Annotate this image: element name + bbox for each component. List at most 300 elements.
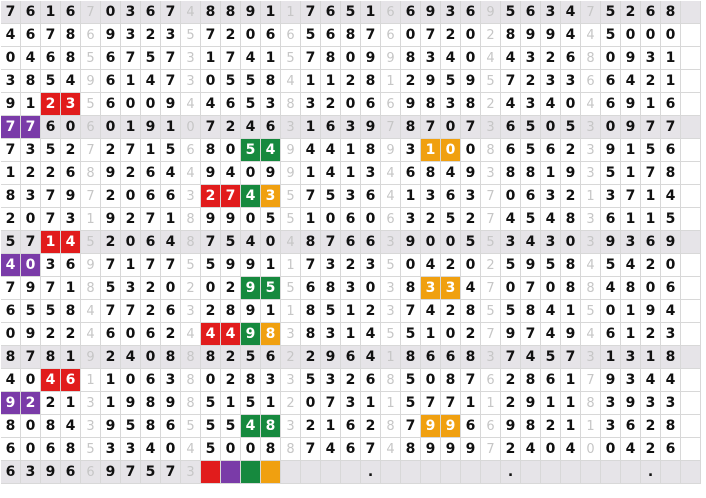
grid-cell[interactable]: 6 [101,70,121,93]
grid-cell[interactable]: 8 [181,369,201,392]
grid-cell[interactable]: 7 [621,185,641,208]
grid-cell[interactable]: 1 [61,277,81,300]
grid-cell[interactable]: 4 [621,438,641,461]
grid-cell[interactable]: 4 [541,323,561,346]
grid-cell[interactable]: 4 [201,93,221,116]
grid-cell[interactable]: 3 [121,438,141,461]
grid-cell[interactable] [681,231,701,254]
grid-cell[interactable]: 7 [21,116,41,139]
grid-cell[interactable]: 8 [161,346,181,369]
grid-cell[interactable]: 1 [81,369,101,392]
grid-cell[interactable]: 0 [341,93,361,116]
grid-cell[interactable]: 1 [261,1,281,24]
grid-cell[interactable]: 7 [361,24,381,47]
grid-cell[interactable]: 1 [641,185,661,208]
grid-cell[interactable]: 0 [461,47,481,70]
grid-cell[interactable]: 3 [281,323,301,346]
grid-cell[interactable]: 1 [141,139,161,162]
grid-cell[interactable]: 2 [481,254,501,277]
grid-cell[interactable]: 6 [321,24,341,47]
grid-cell[interactable]: 3 [101,438,121,461]
grid-cell[interactable]: 5 [221,70,241,93]
grid-cell[interactable]: 5 [181,24,201,47]
grid-cell[interactable]: 1 [541,392,561,415]
grid-cell[interactable] [261,461,281,484]
grid-cell[interactable]: 6 [541,139,561,162]
grid-cell[interactable]: 3 [501,231,521,254]
grid-cell[interactable]: 7 [21,346,41,369]
grid-cell[interactable]: 7 [161,47,181,70]
grid-cell[interactable]: 9 [621,47,641,70]
grid-cell[interactable]: 0 [21,208,41,231]
grid-cell[interactable]: 5 [81,47,101,70]
grid-cell[interactable]: 5 [401,392,421,415]
grid-cell[interactable]: 1 [641,346,661,369]
grid-cell[interactable]: 7 [461,369,481,392]
grid-cell[interactable]: . [361,461,381,484]
grid-cell[interactable]: 3 [521,47,541,70]
grid-cell[interactable]: 6 [21,1,41,24]
grid-cell[interactable]: 9 [401,93,421,116]
grid-cell[interactable]: 9 [561,323,581,346]
grid-cell[interactable]: 9 [241,277,261,300]
grid-cell[interactable]: 9 [1,392,21,415]
grid-cell[interactable]: 1 [281,254,301,277]
grid-cell[interactable]: 4 [381,162,401,185]
grid-cell[interactable]: 8 [321,277,341,300]
grid-cell[interactable]: 9 [481,1,501,24]
grid-cell[interactable]: 3 [481,116,501,139]
grid-cell[interactable]: 2 [541,47,561,70]
grid-cell[interactable]: 3 [261,369,281,392]
grid-cell[interactable]: 6 [321,1,341,24]
grid-cell[interactable]: 6 [61,369,81,392]
grid-cell[interactable] [681,162,701,185]
grid-cell[interactable]: 1 [401,185,421,208]
grid-cell[interactable]: 3 [361,254,381,277]
grid-cell[interactable]: 7 [501,346,521,369]
grid-cell[interactable]: 6 [341,208,361,231]
grid-cell[interactable]: 8 [61,47,81,70]
grid-cell[interactable]: 4 [521,231,541,254]
grid-cell[interactable] [621,461,641,484]
grid-cell[interactable]: 0 [321,208,341,231]
grid-cell[interactable]: 8 [221,300,241,323]
grid-cell[interactable]: 3 [341,116,361,139]
grid-cell[interactable]: 9 [101,24,121,47]
grid-cell[interactable]: 1 [361,392,381,415]
grid-cell[interactable]: 6 [101,47,121,70]
grid-cell[interactable]: 2 [341,70,361,93]
grid-cell[interactable]: 3 [581,139,601,162]
grid-cell[interactable]: 8 [401,47,421,70]
grid-cell[interactable]: 3 [441,1,461,24]
grid-cell[interactable]: 4 [121,346,141,369]
grid-cell[interactable]: 4 [501,47,521,70]
grid-cell[interactable]: 1 [421,323,441,346]
grid-cell[interactable]: 7 [81,185,101,208]
grid-cell[interactable]: 0 [121,323,141,346]
grid-cell[interactable]: 7 [301,254,321,277]
grid-cell[interactable]: 5 [401,323,421,346]
grid-cell[interactable]: 3 [581,208,601,231]
grid-cell[interactable]: 8 [181,231,201,254]
grid-cell[interactable]: 3 [381,300,401,323]
grid-cell[interactable]: 5 [161,139,181,162]
grid-cell[interactable]: 8 [461,300,481,323]
grid-cell[interactable]: 3 [521,93,541,116]
grid-cell[interactable]: 7 [41,277,61,300]
grid-cell[interactable]: 2 [561,185,581,208]
grid-cell[interactable]: 2 [641,438,661,461]
grid-cell[interactable]: 7 [21,231,41,254]
grid-cell[interactable]: 9 [241,1,261,24]
grid-cell[interactable]: 3 [601,415,621,438]
grid-cell[interactable]: 2 [121,208,141,231]
grid-cell[interactable]: 2 [341,369,361,392]
grid-cell[interactable]: 8 [661,415,681,438]
grid-cell[interactable]: 6 [141,369,161,392]
grid-cell[interactable]: 4 [621,70,641,93]
grid-cell[interactable]: 2 [101,185,121,208]
grid-cell[interactable]: 4 [141,438,161,461]
grid-cell[interactable]: 9 [41,461,61,484]
grid-cell[interactable] [221,461,241,484]
grid-cell[interactable]: 2 [321,93,341,116]
grid-cell[interactable]: 6 [641,231,661,254]
grid-cell[interactable]: 5 [121,415,141,438]
grid-cell[interactable]: 4 [561,438,581,461]
grid-cell[interactable]: 0 [161,438,181,461]
grid-cell[interactable]: 3 [181,185,201,208]
grid-cell[interactable]: 0 [621,24,641,47]
grid-cell[interactable]: 4 [581,254,601,277]
grid-cell[interactable]: 7 [421,392,441,415]
grid-cell[interactable]: 5 [481,231,501,254]
grid-cell[interactable]: 8 [301,231,321,254]
grid-cell[interactable]: 1 [281,300,301,323]
grid-cell[interactable]: 5 [261,277,281,300]
grid-cell[interactable]: 7 [81,1,101,24]
grid-cell[interactable]: 4 [541,208,561,231]
grid-cell[interactable]: 2 [361,415,381,438]
grid-cell[interactable]: 0 [401,254,421,277]
grid-cell[interactable]: 2 [41,93,61,116]
grid-cell[interactable]: 3 [381,231,401,254]
grid-cell[interactable]: 8 [401,346,421,369]
grid-cell[interactable]: 7 [661,116,681,139]
grid-cell[interactable]: 0 [441,323,461,346]
grid-cell[interactable]: 7 [121,139,141,162]
grid-cell[interactable]: 1 [561,369,581,392]
grid-cell[interactable]: 8 [521,415,541,438]
grid-cell[interactable]: 6 [441,185,461,208]
grid-cell[interactable]: 6 [381,208,401,231]
grid-cell[interactable]: 7 [1,1,21,24]
grid-cell[interactable]: 2 [301,415,321,438]
grid-cell[interactable]: 6 [401,1,421,24]
grid-cell[interactable]: 0 [441,139,461,162]
grid-cell[interactable]: 9 [221,208,241,231]
grid-cell[interactable]: 7 [481,323,501,346]
grid-cell[interactable] [681,415,701,438]
grid-cell[interactable]: 9 [461,70,481,93]
grid-cell[interactable] [341,461,361,484]
grid-cell[interactable]: 6 [361,185,381,208]
grid-cell[interactable]: 5 [241,392,261,415]
grid-cell[interactable]: 6 [321,116,341,139]
grid-cell[interactable] [681,47,701,70]
grid-cell[interactable]: 1 [321,415,341,438]
grid-cell[interactable]: 7 [121,300,141,323]
grid-cell[interactable]: 8 [561,208,581,231]
grid-cell[interactable]: 1 [301,208,321,231]
grid-cell[interactable]: 3 [621,231,641,254]
grid-cell[interactable]: 8 [381,415,401,438]
grid-cell[interactable]: 7 [41,24,61,47]
grid-cell[interactable]: 5 [501,300,521,323]
grid-cell[interactable]: 8 [181,392,201,415]
grid-cell[interactable]: 4 [541,93,561,116]
grid-cell[interactable] [681,93,701,116]
grid-cell[interactable]: 1 [561,300,581,323]
grid-cell[interactable]: 8 [341,24,361,47]
grid-cell[interactable]: 8 [301,300,321,323]
grid-cell[interactable]: 4 [301,139,321,162]
grid-cell[interactable]: 5 [601,254,621,277]
grid-cell[interactable]: 0 [341,47,361,70]
grid-cell[interactable]: 0 [121,93,141,116]
grid-cell[interactable]: 1 [101,369,121,392]
grid-cell[interactable]: 6 [61,461,81,484]
grid-cell[interactable]: 8 [241,369,261,392]
grid-cell[interactable]: 4 [61,231,81,254]
grid-cell[interactable]: 1 [261,392,281,415]
grid-cell[interactable]: 0 [541,438,561,461]
grid-cell[interactable]: 1 [301,70,321,93]
grid-cell[interactable]: 8 [521,300,541,323]
grid-cell[interactable]: 9 [241,300,261,323]
grid-cell[interactable]: 7 [81,139,101,162]
grid-cell[interactable]: 4 [461,277,481,300]
grid-cell[interactable]: 2 [141,277,161,300]
grid-cell[interactable]: . [501,461,521,484]
grid-cell[interactable]: 0 [421,369,441,392]
grid-cell[interactable]: 5 [581,300,601,323]
grid-cell[interactable]: 9 [201,208,221,231]
grid-cell[interactable]: 2 [621,1,641,24]
grid-cell[interactable]: 5 [281,208,301,231]
grid-cell[interactable]: 4 [481,47,501,70]
grid-cell[interactable]: 7 [221,185,241,208]
grid-cell[interactable]: 2 [421,208,441,231]
grid-cell[interactable]: 5 [301,369,321,392]
grid-cell[interactable]: 3 [581,116,601,139]
grid-cell[interactable]: 2 [201,185,221,208]
grid-cell[interactable]: 2 [221,277,241,300]
grid-cell[interactable]: 1 [41,1,61,24]
grid-cell[interactable]: 2 [501,438,521,461]
grid-cell[interactable]: 9 [441,438,461,461]
grid-cell[interactable]: 3 [161,24,181,47]
grid-cell[interactable]: 2 [41,162,61,185]
grid-cell[interactable]: 6 [421,346,441,369]
grid-cell[interactable]: 3 [281,415,301,438]
grid-cell[interactable]: 3 [261,93,281,116]
grid-cell[interactable]: 2 [221,116,241,139]
grid-cell[interactable]: 5 [221,231,241,254]
grid-cell[interactable]: 9 [101,461,121,484]
grid-cell[interactable]: 9 [241,254,261,277]
grid-cell[interactable]: 4 [421,254,441,277]
grid-cell[interactable]: 3 [21,139,41,162]
grid-cell[interactable]: 4 [321,438,341,461]
grid-cell[interactable]: 1 [261,254,281,277]
grid-cell[interactable]: 2 [461,323,481,346]
grid-cell[interactable]: 8 [261,323,281,346]
grid-cell[interactable]: 1 [581,415,601,438]
grid-cell[interactable]: 8 [141,415,161,438]
grid-cell[interactable]: 5 [521,139,541,162]
grid-cell[interactable]: 9 [401,231,421,254]
grid-cell[interactable]: 3 [461,185,481,208]
grid-cell[interactable]: 2 [641,70,661,93]
grid-cell[interactable]: 0 [101,116,121,139]
grid-cell[interactable]: 8 [301,323,321,346]
grid-cell[interactable]: 8 [581,277,601,300]
grid-cell[interactable]: 2 [501,392,521,415]
grid-cell[interactable]: 6 [401,162,421,185]
grid-cell[interactable]: 2 [101,139,121,162]
grid-cell[interactable]: 6 [461,415,481,438]
grid-cell[interactable]: 0 [201,70,221,93]
grid-cell[interactable]: 9 [81,346,101,369]
grid-cell[interactable]: 8 [401,116,421,139]
grid-cell[interactable]: 7 [221,47,241,70]
grid-cell[interactable]: 2 [61,323,81,346]
grid-cell[interactable]: 1 [461,392,481,415]
grid-cell[interactable]: 2 [21,162,41,185]
grid-cell[interactable]: 3 [581,231,601,254]
grid-cell[interactable]: 0 [461,24,481,47]
grid-cell[interactable] [681,208,701,231]
grid-cell[interactable]: 0 [261,231,281,254]
grid-cell[interactable]: 8 [661,1,681,24]
grid-cell[interactable]: 6 [161,300,181,323]
grid-cell[interactable]: 0 [561,93,581,116]
grid-cell[interactable]: 8 [181,346,201,369]
grid-cell[interactable]: 4 [581,323,601,346]
grid-cell[interactable]: 0 [241,438,261,461]
grid-cell[interactable]: 8 [501,162,521,185]
grid-cell[interactable]: 4 [561,24,581,47]
grid-cell[interactable]: 1 [621,162,641,185]
grid-cell[interactable]: 5 [21,300,41,323]
grid-cell[interactable]: 6 [621,415,641,438]
grid-cell[interactable]: 0 [661,254,681,277]
grid-cell[interactable]: 7 [321,231,341,254]
grid-cell[interactable]: 9 [161,93,181,116]
grid-cell[interactable]: 6 [561,47,581,70]
grid-cell[interactable]: 4 [321,139,341,162]
grid-cell[interactable]: 1 [421,139,441,162]
grid-cell[interactable]: 1 [301,162,321,185]
grid-cell[interactable]: 4 [501,93,521,116]
grid-cell[interactable]: 8 [381,369,401,392]
grid-cell[interactable]: 2 [641,254,661,277]
grid-cell[interactable]: 6 [341,415,361,438]
grid-cell[interactable]: 5 [181,254,201,277]
grid-cell[interactable]: 1 [341,162,361,185]
grid-cell[interactable] [401,461,421,484]
grid-cell[interactable]: 6 [141,323,161,346]
grid-cell[interactable]: 6 [41,116,61,139]
grid-cell[interactable]: 5 [381,323,401,346]
grid-cell[interactable]: 3 [181,47,201,70]
grid-cell[interactable]: 0 [61,116,81,139]
grid-cell[interactable]: 5 [481,70,501,93]
grid-cell[interactable]: 5 [481,300,501,323]
grid-cell[interactable]: 5 [301,24,321,47]
grid-cell[interactable]: 1 [121,116,141,139]
grid-cell[interactable]: 9 [361,47,381,70]
grid-cell[interactable]: 3 [421,277,441,300]
grid-cell[interactable]: 5 [241,93,261,116]
grid-cell[interactable]: 6 [41,47,61,70]
grid-cell[interactable]: 0 [141,93,161,116]
grid-cell[interactable]: 0 [601,47,621,70]
grid-cell[interactable]: 5 [81,438,101,461]
grid-cell[interactable]: 0 [601,438,621,461]
grid-cell[interactable]: 9 [1,93,21,116]
grid-cell[interactable]: 9 [61,185,81,208]
grid-cell[interactable]: 9 [421,70,441,93]
grid-cell[interactable]: 7 [161,1,181,24]
grid-cell[interactable]: 4 [81,300,101,323]
grid-cell[interactable]: 8 [421,93,441,116]
grid-cell[interactable]: 6 [161,185,181,208]
grid-cell[interactable]: 8 [361,70,381,93]
grid-cell[interactable]: 3 [281,116,301,139]
grid-cell[interactable]: 0 [361,277,381,300]
grid-cell[interactable]: 8 [481,139,501,162]
grid-cell[interactable]: 3 [161,369,181,392]
grid-cell[interactable]: 3 [601,185,621,208]
grid-cell[interactable]: 3 [541,231,561,254]
grid-cell[interactable]: 6 [1,438,21,461]
grid-cell[interactable]: 1 [121,254,141,277]
grid-cell[interactable]: 3 [181,461,201,484]
grid-cell[interactable] [541,461,561,484]
grid-cell[interactable]: 5 [321,185,341,208]
grid-cell[interactable]: 3 [601,392,621,415]
grid-cell[interactable]: 4 [361,346,381,369]
grid-cell[interactable] [201,461,221,484]
grid-cell[interactable]: 4 [201,323,221,346]
grid-cell[interactable]: 6 [21,24,41,47]
grid-cell[interactable] [441,461,461,484]
grid-cell[interactable]: 4 [381,438,401,461]
grid-cell[interactable]: 6 [601,93,621,116]
grid-cell[interactable]: 9 [381,47,401,70]
grid-cell[interactable]: 2 [361,300,381,323]
grid-cell[interactable]: 0 [21,369,41,392]
grid-cell[interactable]: 6 [221,93,241,116]
grid-cell[interactable]: 4 [281,70,301,93]
grid-cell[interactable]: 4 [661,185,681,208]
grid-cell[interactable]: 6 [341,438,361,461]
grid-cell[interactable]: 7 [441,392,461,415]
